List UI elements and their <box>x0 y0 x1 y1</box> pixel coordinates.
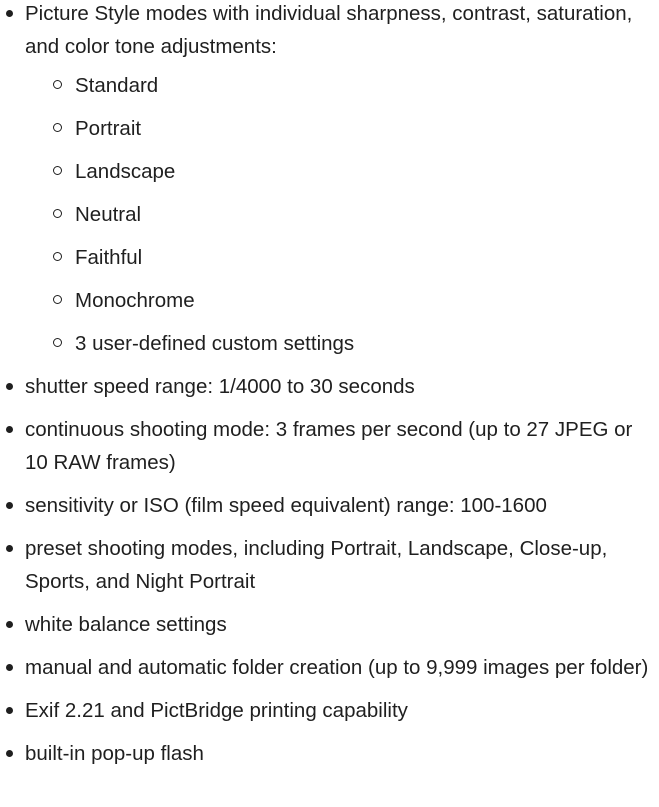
bullet-dot <box>6 383 13 390</box>
sublist-item-text: Faithful <box>75 246 143 269</box>
list-item-popup-flash <box>0 737 659 770</box>
picture-style-sublist <box>25 69 655 360</box>
hollow-bullet <box>53 252 62 261</box>
list-item-text: sensitivity or ISO (film speed equivalent) range: 100-1600 <box>25 494 547 517</box>
sublist-item-text: 3 user-defined custom settings <box>75 332 355 355</box>
list-item-text: Exif 2.21 and PictBridge printing capability <box>25 699 408 722</box>
sublist-item <box>25 284 655 317</box>
sublist-item-text: Neutral <box>75 203 142 226</box>
list-item-text: built-in pop-up flash <box>25 742 204 765</box>
list-item-text: Picture Style modes with individual sharpness, contrast, saturation, and color tone adjustments: <box>25 2 633 58</box>
bullet-dot <box>6 545 13 552</box>
bullet-dot <box>6 750 13 757</box>
sublist-item <box>25 112 655 145</box>
list-item-text: manual and automatic folder creation (up to 9,999 images per folder) <box>25 656 649 679</box>
list-item-continuous-shooting <box>0 413 659 479</box>
hollow-bullet <box>53 166 62 175</box>
list-item-iso-range <box>0 489 659 522</box>
hollow-bullet <box>53 209 62 218</box>
hollow-bullet <box>53 295 62 304</box>
bullet-dot <box>6 502 13 509</box>
bullet-dot <box>6 426 13 433</box>
list-item-preset-modes <box>0 532 659 598</box>
sublist-item-text: Landscape <box>75 160 176 183</box>
sublist-item <box>25 241 655 274</box>
sublist-item-text: Portrait <box>75 117 142 140</box>
sublist-item-text: Standard <box>75 74 159 97</box>
sublist-item <box>25 155 655 188</box>
bullet-dot <box>6 10 13 17</box>
list-item-text: continuous shooting mode: 3 frames per second (up to 27 JPEG or 10 RAW frames) <box>25 418 633 474</box>
list-item-exif-pictbridge <box>0 694 659 727</box>
sublist-item <box>25 198 655 231</box>
list-item-white-balance <box>0 608 659 641</box>
list-item-shutter-speed <box>0 370 659 403</box>
sublist-item <box>25 69 655 102</box>
bullet-dot <box>6 621 13 628</box>
hollow-bullet <box>53 80 62 89</box>
list-item-text: white balance settings <box>25 613 227 636</box>
hollow-bullet <box>53 338 62 347</box>
hollow-bullet <box>53 123 62 132</box>
bullet-dot <box>6 664 13 671</box>
list-item-text: shutter speed range: 1/4000 to 30 seconds <box>25 375 415 398</box>
sublist-item-text: Monochrome <box>75 289 195 312</box>
sublist-item <box>25 327 655 360</box>
list-item-picture-style <box>0 0 659 360</box>
list-item-text: preset shooting modes, including Portrait, Landscape, Close-up, Sports, and Night Portrait <box>25 537 608 593</box>
bullet-dot <box>6 707 13 714</box>
list-item-folder-creation <box>0 651 659 684</box>
